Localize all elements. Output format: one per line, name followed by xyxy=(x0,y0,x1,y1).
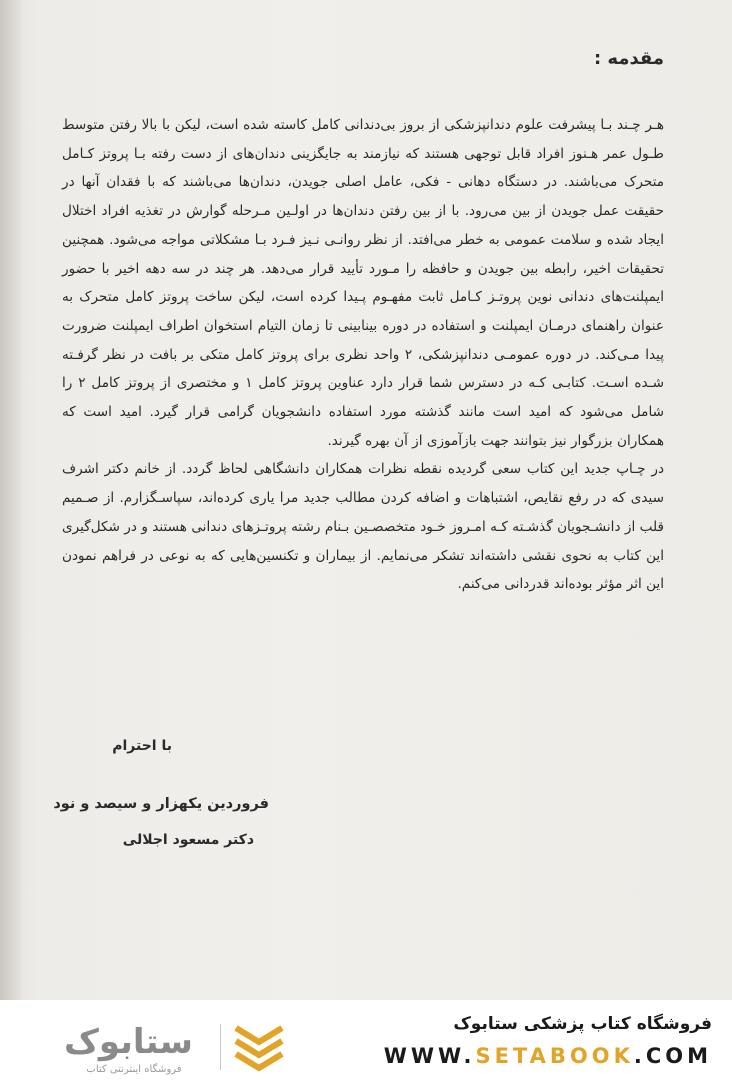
url-suffix: .COM xyxy=(633,1044,712,1068)
logo-tagline: فروشگاه اینترنتی کتاب xyxy=(86,1064,182,1075)
chevron-stack-icon xyxy=(232,1022,286,1072)
paragraph-1: هـر چـند بـا پیشرفت علوم دندانپزشکی از بروز بی‌دندانی کامل کاسته شده است، لیکن با بالا رفتن متوسط طـول عمر هـنوز افراد قابل توجهی هستند که نیازمند به جایگزینی دندان‌های از دست رفته بـا پروتز کـامل متحرک می‌باشند. در دستگاه دهانی - فکی، عامل اصلی جویدن، دندان‌ها می‌باشند که با فقدان آنها در حقیقت عمل جویدن از بین می‌رود. با از بین رفتن دندان‌ها در اولـین مـرحله گوارش در تغذیه افراد اختلال ایجاد شده و سلامت عمومی به خطر می‌افتد. از نظر روانـی نـیز فـرد بـا مشکلاتی مواجه می‌شود. همچنین تحقیقات اخیر، رابطه بین جویدن و حافظه را مـورد تأیید قرار می‌دهد. هر چند در سه دهه اخیر با حضور ایمپلنت‌های دندانی نوین پروتـز کـامل ثابت مفهـوم پـیدا کرده است، لیکن ساخت پروتز کامل متحرک به عنوان راهنمای درمـان ایمپلنت و استفاده در دوره بینابینی تا زمان التیام استخوان اطراف ایمپلنت ضرورت پیدا مـی‌کند. در دوره عمومـی دندانپزشکی، ۲ واحد نظری برای پروتز کامل متکی بر بافت در نظر گرفـته شـده اسـت. کتابـی کـه در دسترس شما قرار دارد عناوین پروتز کامل ۱ و مختصری از پروتز کامل ۲ را شامل می‌شود که امید است مانند گذشته مورد استفاده دانشجویان گرامی قرار گیرد. امید است که همکاران بزرگوار نیز بتوانند جهت بازآموزی از آن بهره گیرند. xyxy=(62,117,665,449)
store-footer xyxy=(0,1000,732,1080)
store-url-link[interactable] xyxy=(384,1044,712,1068)
logo-divider xyxy=(220,1024,221,1070)
url-prefix: WWW. xyxy=(383,1044,476,1068)
signature-date: فروردین یکهزار و سیصد و نود xyxy=(53,796,269,812)
signature-author: دکتر مسعود اجلالی xyxy=(122,832,254,848)
preface-body xyxy=(62,111,664,599)
store-name: فروشگاه کتاب پزشکی ستابوک xyxy=(453,1014,712,1034)
page-fold-shadow xyxy=(0,0,22,1000)
paragraph-2: در چـاپ جدید این کتاب سعی گردیده نقطه نظرات همکاران دانشگاهی لحاظ گردد. از خانم دکتر اشرف سیدی که در رفع نقایص، اشتباهات و اضافه کردن مطالب جدید مرا یاری کرده‌اند، سپاسـگزارم. از صـمیم قلب از دانشـجویان گذشـته کـه امـروز خـود متخصصـین بـنام رشته پروتـزهای دندانی هستند و در شکل‌گیری این کتاب به نحوی نقشی داشته‌اند تشکر می‌نمایم. از بیماران و تکنسین‌هایی که به نوعی در فراهم نمودن این اثر مؤثر بوده‌اند قدردانی می‌کنم. xyxy=(62,461,664,593)
logo-wordmark: ستابوک xyxy=(64,1022,193,1062)
setabook-logo[interactable] xyxy=(24,1014,284,1074)
url-brand: SETABOOK xyxy=(475,1044,634,1068)
closing-respect: با احترام xyxy=(112,738,172,754)
page-heading: مقدمه : xyxy=(593,48,664,69)
